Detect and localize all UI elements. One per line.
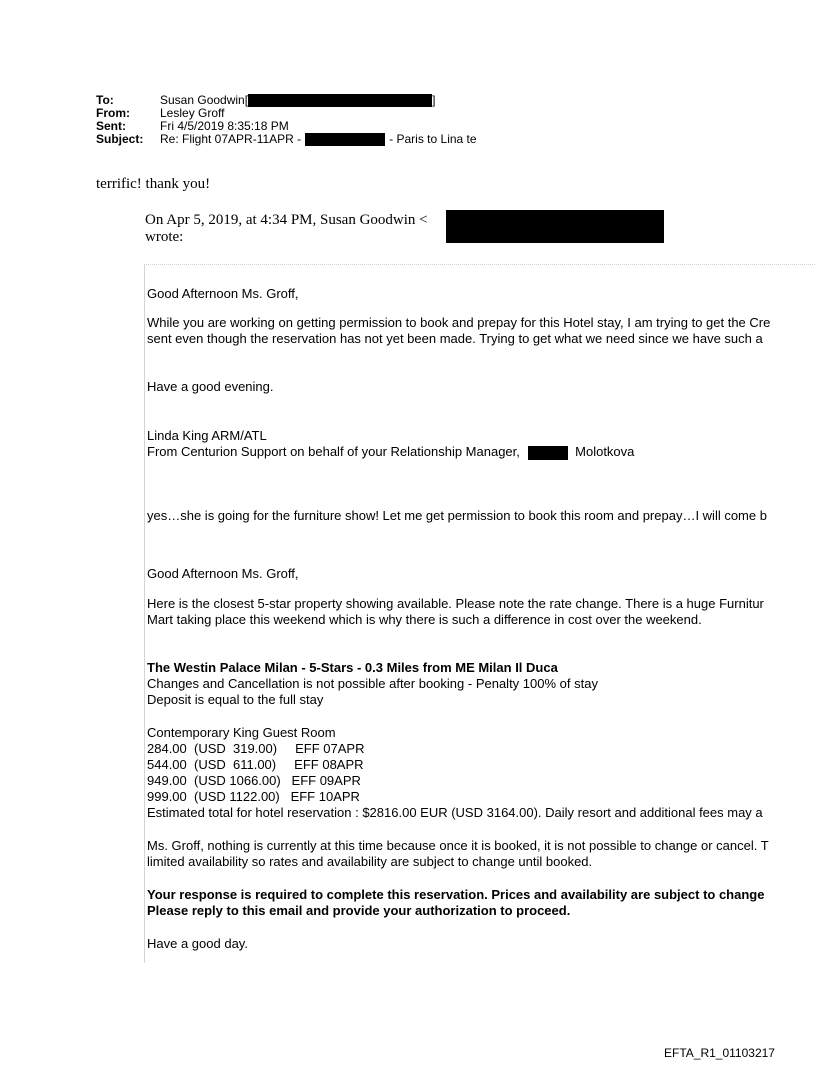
sent-label: Sent: bbox=[96, 119, 126, 133]
rate-line: 284.00 (USD 319.00) EFF 07APR bbox=[147, 741, 365, 756]
email-header bbox=[96, 94, 477, 146]
redaction-box bbox=[446, 210, 664, 243]
rate-line: 949.00 (USD 1066.00) EFF 09APR bbox=[147, 773, 361, 788]
rate-line: 544.00 (USD 611.00) EFF 08APR bbox=[147, 757, 364, 772]
greeting-2: Good Afternoon Ms. Groff, bbox=[147, 566, 299, 581]
to-label: To: bbox=[96, 93, 114, 107]
greeting-1: Good Afternoon Ms. Groff, bbox=[147, 286, 299, 301]
subject-start: Re: Flight 07APR-11APR - bbox=[160, 132, 302, 146]
hotel-title: The Westin Palace Milan - 5-Stars - 0.3 Miles from ME Milan Il Duca bbox=[147, 660, 558, 675]
signature-end: Molotkova bbox=[575, 444, 635, 459]
to-close: ] bbox=[432, 93, 436, 107]
subject-row bbox=[96, 133, 477, 146]
signature-start: From Centurion Support on behalf of your Relationship Manager, bbox=[147, 444, 520, 459]
sent-value: Fri 4/5/2019 8:35:18 PM bbox=[160, 119, 289, 133]
signature-name: Linda King ARM/ATL bbox=[147, 428, 267, 443]
policy-line-1: Changes and Cancellation is not possible after booking - Penalty 100% of stay bbox=[147, 676, 598, 691]
redaction-box bbox=[528, 446, 568, 460]
room-type: Contemporary King Guest Room bbox=[147, 725, 336, 740]
bold-line-1: Your response is required to complete this reservation. Prices and availability are subject to change bbox=[147, 887, 765, 902]
evening-line: Have a good evening. bbox=[147, 379, 274, 394]
policy-line-2: Deposit is equal to the full stay bbox=[147, 692, 324, 707]
para2-line1: Here is the closest 5-star property showing available. Please note the rate change. There is a huge Furnitur bbox=[147, 596, 764, 611]
from-value: Lesley Groff bbox=[160, 106, 225, 120]
from-label: From: bbox=[96, 106, 130, 120]
to-value: Susan Goodwin[ bbox=[160, 93, 249, 107]
para1-line1: While you are working on getting permission to book and prepay for this Hotel stay, I am trying to get the Cre bbox=[147, 315, 771, 330]
furniture-line: yes…she is going for the furniture show! Let me get permission to book this room and prepay…I will come b bbox=[147, 508, 767, 523]
estimate-line: Estimated total for hotel reservation : $2816.00 EUR (USD 3164.00). Daily resort and additional fees may a bbox=[147, 805, 763, 820]
closing-line: Have a good day. bbox=[147, 936, 248, 951]
bold-line-2: Please reply to this email and provide your authorization to proceed. bbox=[147, 903, 571, 918]
redaction-box bbox=[248, 94, 432, 107]
subject-end: - Paris to Lina te bbox=[389, 132, 477, 146]
attribution-line-1 bbox=[145, 212, 428, 229]
signature-line bbox=[147, 444, 634, 460]
para1-line2: sent even though the reservation has not yet been made. Trying to get what we need since we have such a bbox=[147, 331, 763, 346]
para3-line1: Ms. Groff, nothing is currently at this time because once it is booked, it is not possible to change or cancel. T bbox=[147, 838, 769, 853]
rate-line: 999.00 (USD 1122.00) EFF 10APR bbox=[147, 789, 360, 804]
attribution-line-2: wrote: bbox=[145, 229, 184, 245]
reply-text: terrific! thank you! bbox=[96, 176, 211, 192]
subject-label: Subject: bbox=[96, 132, 144, 146]
to-row bbox=[96, 94, 477, 107]
para3-line2: limited availability so rates and availability are subject to change until booked. bbox=[147, 854, 593, 869]
document-id: EFTA_R1_01103217 bbox=[664, 1046, 775, 1060]
para2-line2: Mart taking place this weekend which is why there is such a difference in cost over the weekend. bbox=[147, 612, 702, 627]
attribution-text: On Apr 5, 2019, at 4:34 PM, Susan Goodwin < bbox=[145, 212, 428, 228]
redaction-box bbox=[305, 133, 385, 146]
